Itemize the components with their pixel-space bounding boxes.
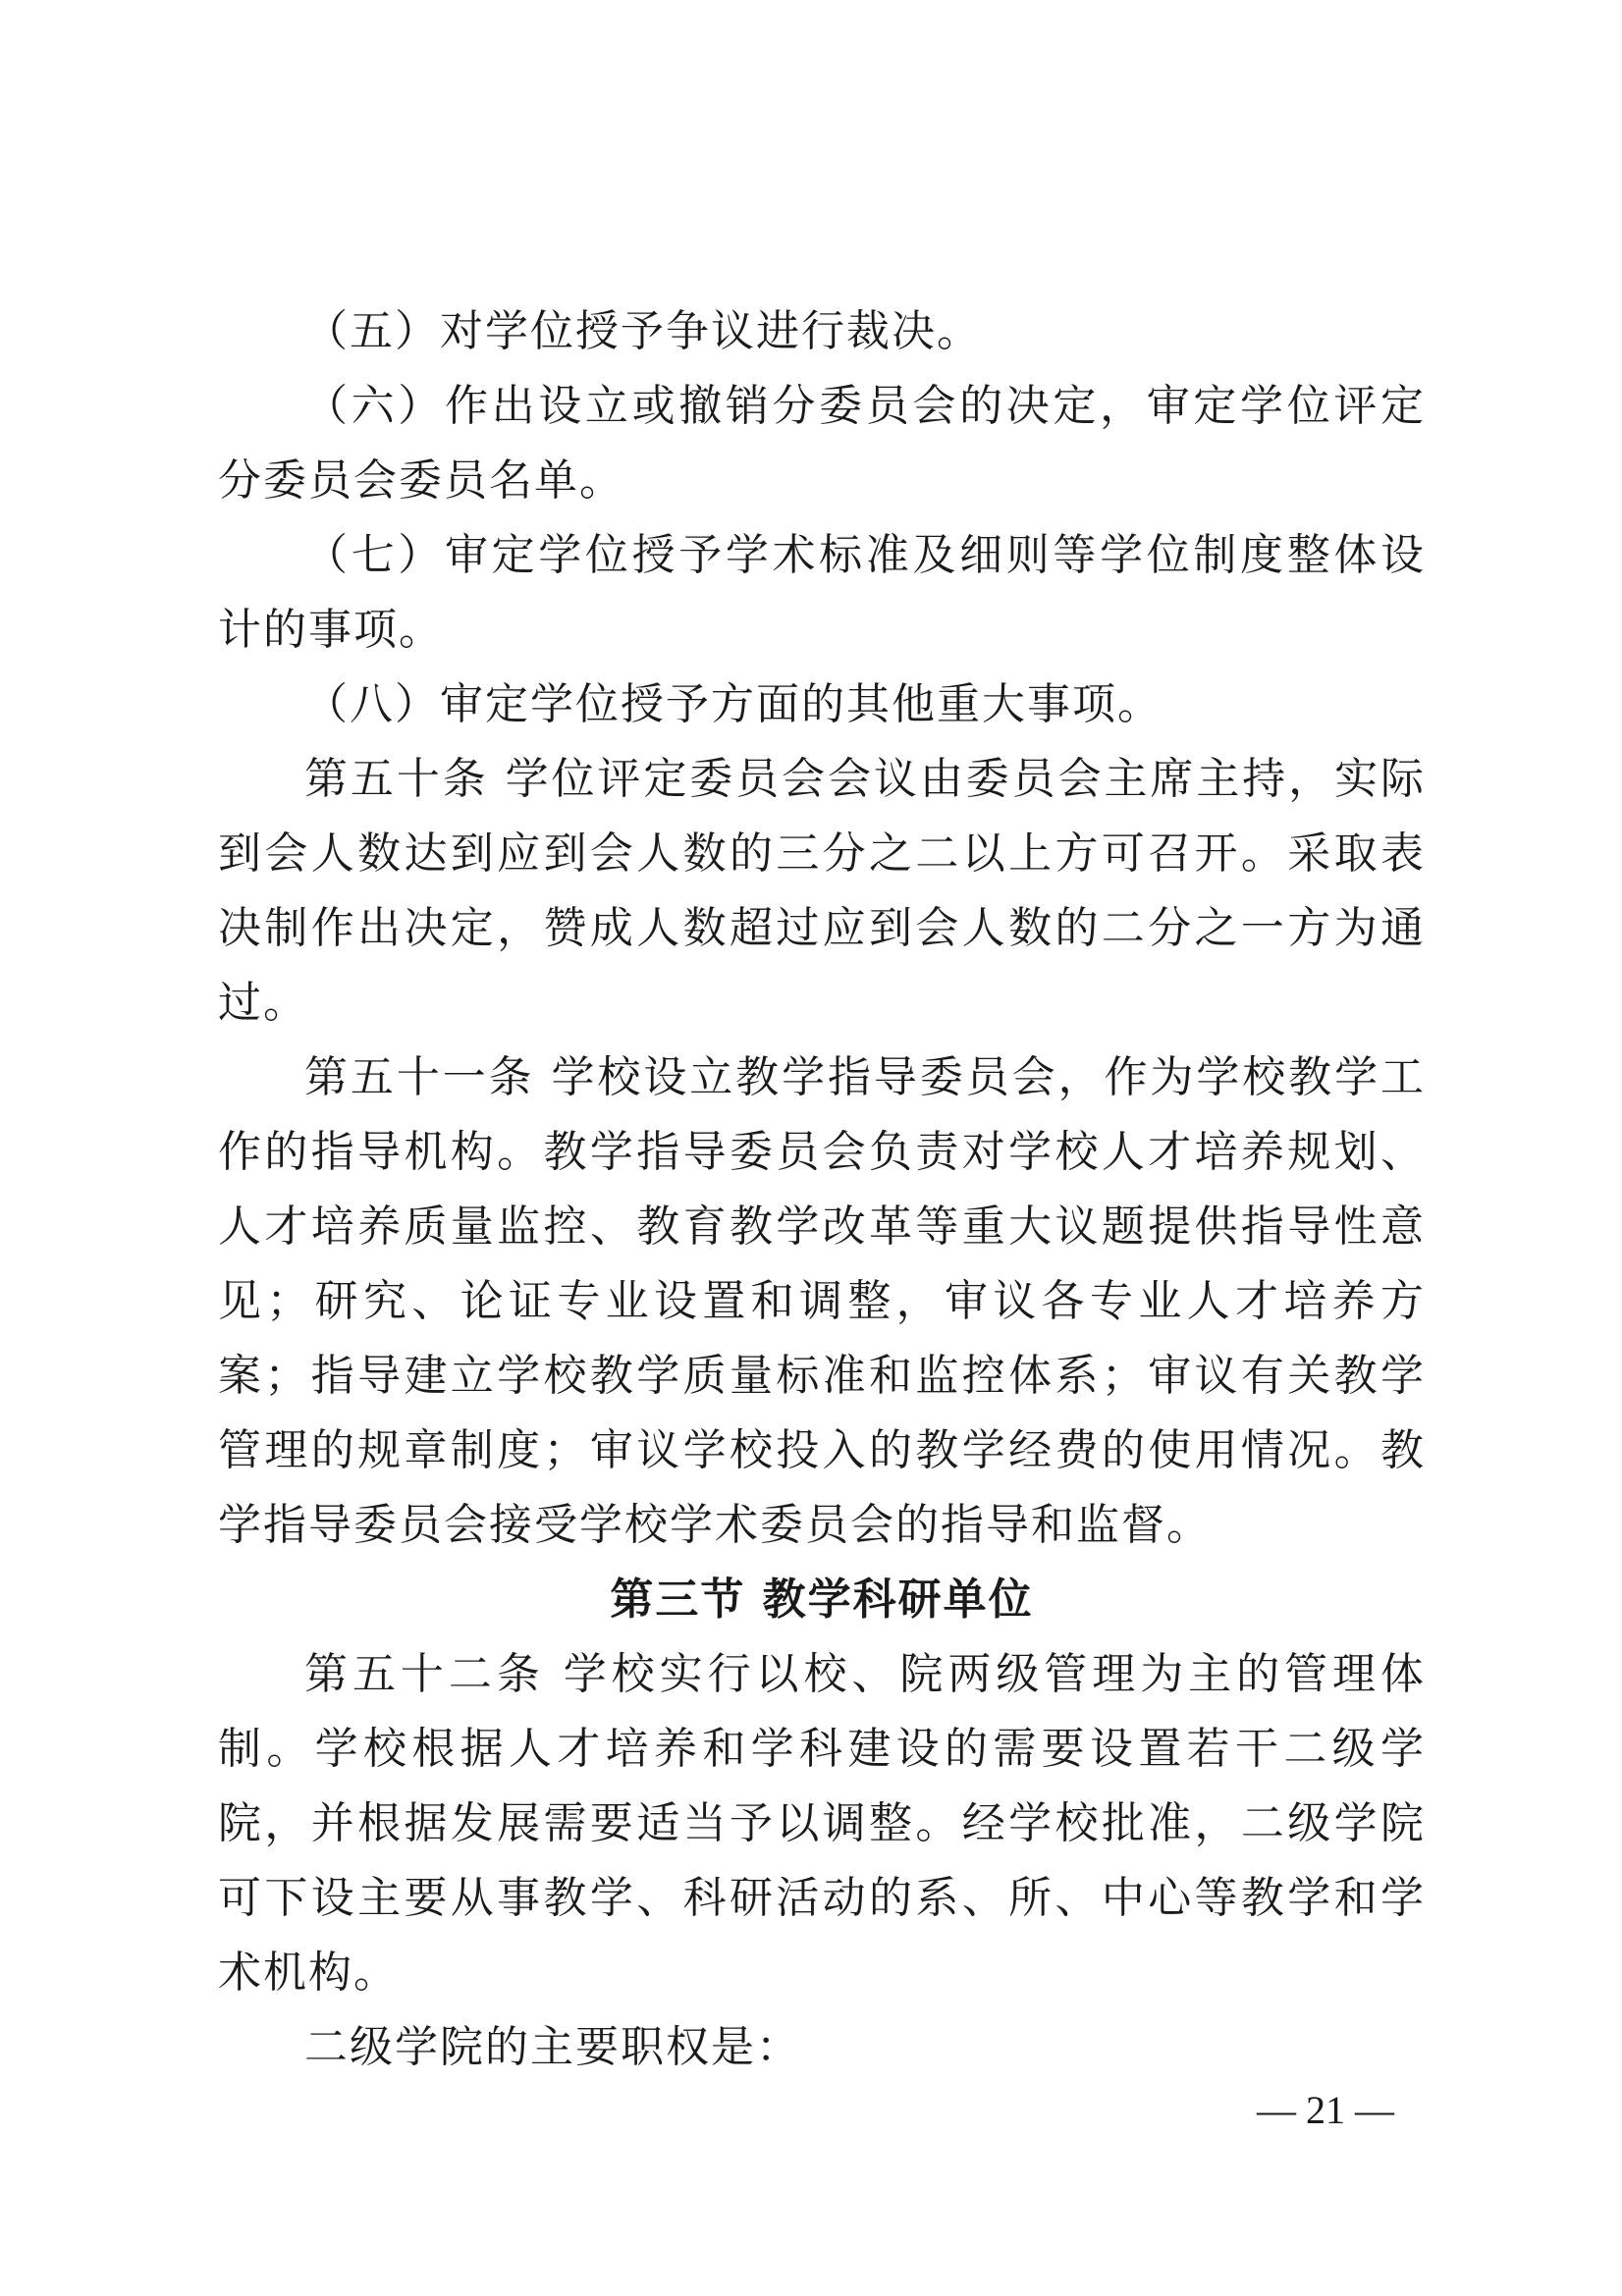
page-number: — 21 — [1257, 2088, 1394, 2132]
list-item-six: （六）作出设立或撤销分委员会的决定，审定学位评定分委员会委员名单。 [218, 381, 1426, 506]
article-52: 第五十二条 学校实行以校、院两级管理为主的管理体制。学校根据人才培养和学科建设的需要设置若干二级学院，并根据发展需要适当予以调整。经学校批准，二级学院可下设主要从事教学、科研活动的系、所、中心等教学和学术机构。 [218, 1649, 1426, 1998]
article-50: 第五十条 学位评定委员会会议由委员会主席主持，实际到会人数达到应到会人数的三分之二以上方可召开。采取表决制作出决定，赞成人数超过应到会人数的二分之一方为通过。 [218, 754, 1426, 1028]
article-51: 第五十一条 学校设立教学指导委员会，作为学校教学工作的指导机构。教学指导委员会负责对学校人才培养规划、人才培养质量监控、教育教学改革等重大议题提供指导性意见；研究、论证专业设置和调整，审议各专业人才培养方案；指导建立学校教学质量标准和监控体系；审议有关教学管理的规章制度；审议学校投入的教学经费的使用情况。教学指导委员会接受学校学术委员会的指导和监督。 [218, 1052, 1426, 1550]
document-body [218, 294, 1426, 2085]
college-powers-intro: 二级学院的主要职权是： [304, 2022, 801, 2072]
list-item-five: （五）对学位授予争议进行裁决。 [304, 306, 982, 356]
list-item-seven: （七）审定学位授予学术标准及细则等学位制度整体设计的事项。 [218, 530, 1426, 655]
section-title: 第三节 教学科研单位 [610, 1575, 1034, 1625]
list-item-eight: （八）审定学位授予方面的其他重大事项。 [304, 679, 1162, 729]
